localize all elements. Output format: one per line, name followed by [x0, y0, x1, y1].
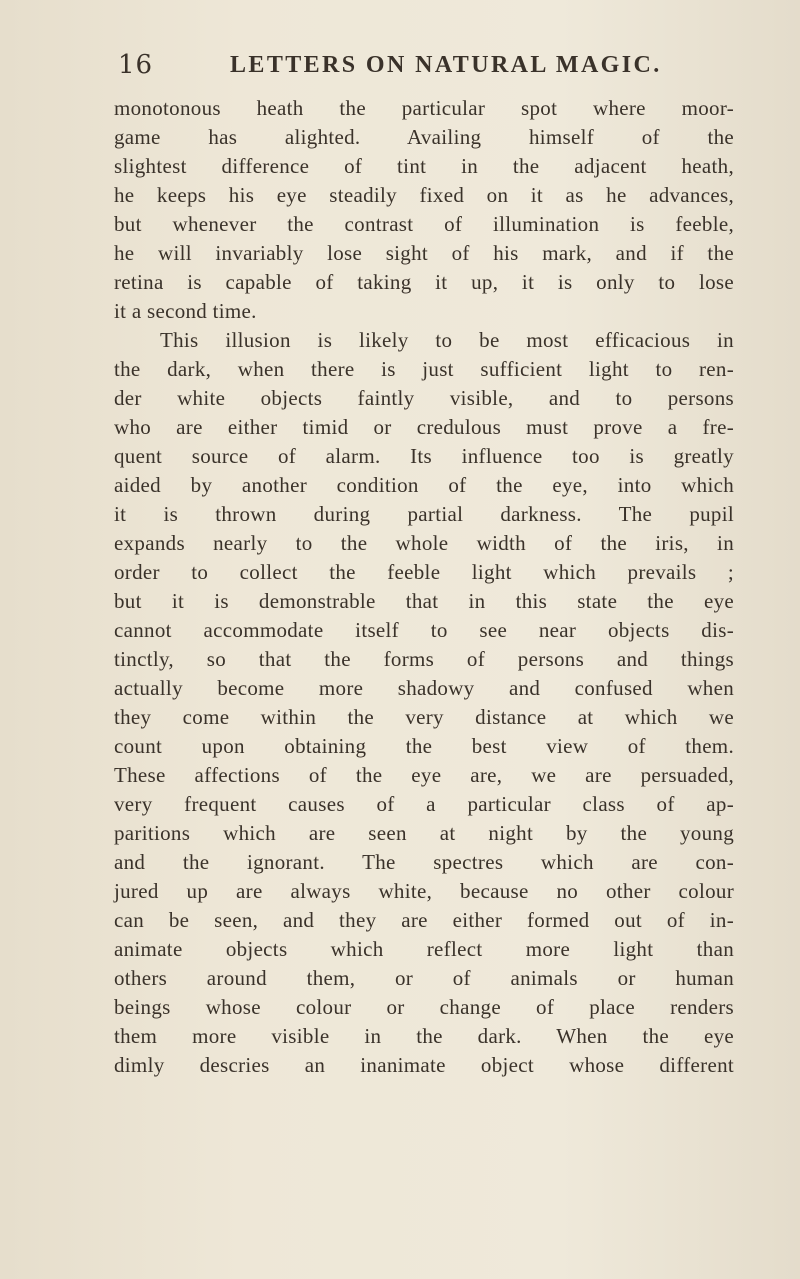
text-line: and the ignorant. The spectres which are con-: [114, 850, 734, 874]
page-number: 16: [118, 50, 154, 80]
text-line: quent source of alarm. Its influence too is greatly: [114, 444, 734, 468]
text-line: der white objects faintly visible, and to persons: [114, 386, 734, 410]
text-line: game has alighted. Availing himself of the: [114, 125, 734, 149]
text-line: it is thrown during partial darkness. The pupil: [114, 502, 734, 526]
text-line: very frequent causes of a particular class of ap-: [114, 792, 734, 816]
text-line: beings whose colour or change of place renders: [114, 995, 734, 1019]
running-title: LETTERS ON NATURAL MAGIC.: [230, 52, 662, 78]
text-line: tinctly, so that the forms of persons and things: [114, 647, 734, 671]
text-line: retina is capable of taking it up, it is only to lose: [114, 270, 734, 294]
text-line: who are either timid or credulous must prove a fre-: [114, 415, 734, 439]
text-line: animate objects which reflect more light than: [114, 937, 734, 961]
text-line: but it is demonstrable that in this state the eye: [114, 589, 734, 613]
text-line: can be seen, and they are either formed out of in-: [114, 908, 734, 932]
text-line: monotonous heath the particular spot where moor-: [114, 96, 734, 120]
text-line: slightest difference of tint in the adjacent heath,: [114, 154, 734, 178]
text-line: he keeps his eye steadily fixed on it as he advances,: [114, 183, 734, 207]
text-line: order to collect the feeble light which prevails ;: [114, 560, 734, 584]
text-line: dimly descries an inanimate object whose different: [114, 1053, 734, 1077]
text-line: paritions which are seen at night by the young: [114, 821, 734, 845]
text-line: it a second time.: [114, 299, 257, 323]
text-line: expands nearly to the whole width of the iris, in: [114, 531, 734, 555]
text-line: they come within the very distance at which we: [114, 705, 734, 729]
running-head: [118, 50, 728, 86]
text-line: the dark, when there is just sufficient light to ren-: [114, 357, 734, 381]
text-line: jured up are always white, because no other colour: [114, 879, 734, 903]
text-line: but whenever the contrast of illumination is feeble,: [114, 212, 734, 236]
text-line: he will invariably lose sight of his mark, and if the: [114, 241, 734, 265]
text-line: This illusion is likely to be most efficacious in: [160, 328, 734, 352]
text-line: count upon obtaining the best view of them.: [114, 734, 734, 758]
text-line: These affections of the eye are, we are persuaded,: [114, 763, 734, 787]
text-line: cannot accommodate itself to see near objects dis-: [114, 618, 734, 642]
body-text: [114, 94, 734, 1080]
text-line: actually become more shadowy and confused when: [114, 676, 734, 700]
text-line: them more visible in the dark. When the eye: [114, 1024, 734, 1048]
text-line: others around them, or of animals or human: [114, 966, 734, 990]
text-line: aided by another condition of the eye, into which: [114, 473, 734, 497]
